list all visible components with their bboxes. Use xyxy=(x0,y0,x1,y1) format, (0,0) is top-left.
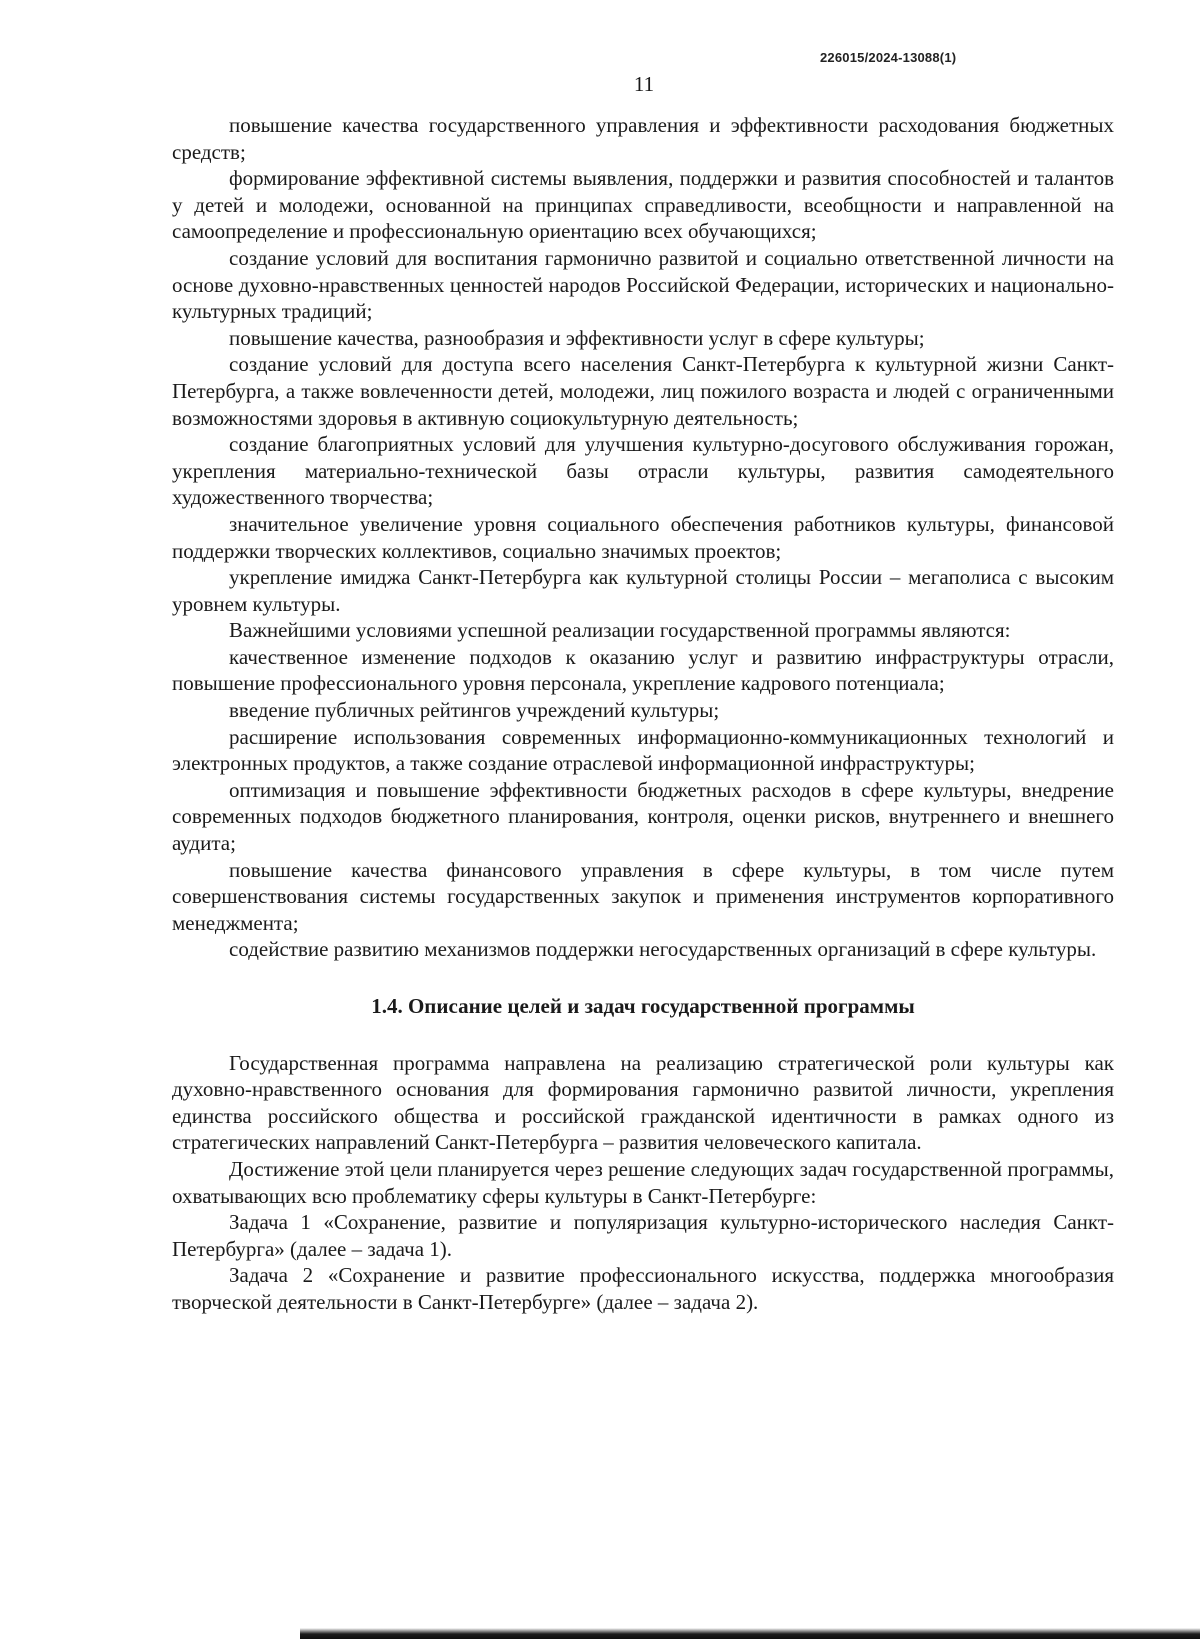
paragraph: создание благоприятных условий для улучшения культурно-досугового обслуживания горожан, укрепления материально-технической базы отрасли культуры, развития самодеятельного художественного творчества; xyxy=(172,432,1114,510)
paragraph: качественное изменение подходов к оказанию услуг и развитию инфраструктуры отрасли, повышение профессионального уровня персонала, укрепление кадрового потенциала; xyxy=(172,644,1114,696)
document-registration-number: 226015/2024-13088(1) xyxy=(820,50,957,65)
paragraph: расширение использования современных информационно-коммуникационных технологий и электронных продуктов, а также создание отраслевой информационной инфраструктуры; xyxy=(172,724,1114,776)
paragraph: содействие развитию механизмов поддержки негосударственных организаций в сфере культуры. xyxy=(229,937,1097,962)
scan-edge-shadow xyxy=(300,1628,1200,1639)
section-heading: 1.4. Описание целей и задач государственной программы xyxy=(371,994,915,1018)
paragraph: повышение качества государственного управления и эффективности расходования бюджетных средств; xyxy=(172,113,1114,164)
paragraph: Достижение этой цели планируется через решение следующих задач государственной программы, охватывающих всю проблематику сферы культуры в Санкт-Петербурге: xyxy=(172,1156,1114,1208)
paragraph: оптимизация и повышение эффективности бюджетных расходов в сфере культуры, внедрение современных подходов бюджетного планирования, контроля, оценки рисков, внутреннего и внешнего аудита; xyxy=(172,777,1114,856)
paragraph: повышение качества, разнообразия и эффективности услуг в сфере культуры; xyxy=(229,325,925,350)
page-number: 11 xyxy=(633,72,655,96)
paragraph: Государственная программа направлена на реализацию стратегической роли культуры как духовно-нравственного основания для формирования гармонично развитой личности, укрепления единства российского общества и российской гражданской идентичности в рамках одного из стратегических направлений Санкт-Петербурга – развития человеческого капитала. xyxy=(172,1050,1114,1155)
paragraph: Задача 2 «Сохранение и развитие профессионального искусства, поддержка многообразия творческой деятельности в Санкт-Петербурге» (далее – задача 2). xyxy=(172,1263,1114,1314)
paragraph: создание условий для доступа всего населения Санкт-Петербурга к культурной жизни Санкт-Петербурга, а также вовлеченности детей, молодежи, лиц пожилого возраста и людей с ограниченными возможностями здоровья в активную социокультурную деятельность; xyxy=(172,352,1114,430)
paragraph: значительное увеличение уровня социального обеспечения работников культуры, финансовой поддержки творческих коллективов, социально значимых проектов; xyxy=(172,511,1114,563)
paragraph: Задача 1 «Сохранение, развитие и популяризация культурно-исторического наследия Санкт-Петербурга» (далее – задача 1). xyxy=(172,1210,1114,1261)
paragraph: повышение качества финансового управления в сфере культуры, в том числе путем совершенствования системы государственных закупок и применения инструментов корпоративного менеджмента; xyxy=(172,857,1114,935)
document-body xyxy=(172,112,1114,1316)
paragraph: Важнейшими условиями успешной реализации государственной программы являются: xyxy=(229,618,1011,643)
paragraph: создание условий для воспитания гармонично развитой и социально ответственной личности на основе духовно-нравственных ценностей народов Российской Федерации, исторических и национально-культурных традиций; xyxy=(172,245,1114,324)
paragraph: формирование эффективной системы выявления, поддержки и развития способностей и талантов у детей и молодежи, основанной на принципах справедливости, всеобщности и направленной на самоопределение и профессиональную ориентацию всех обучающихся; xyxy=(172,166,1114,244)
paragraph: укрепление имиджа Санкт-Петербурга как культурной столицы России – мегаполиса с высоким уровнем культуры. xyxy=(172,565,1114,616)
paragraph: введение публичных рейтингов учреждений культуры; xyxy=(229,698,720,723)
